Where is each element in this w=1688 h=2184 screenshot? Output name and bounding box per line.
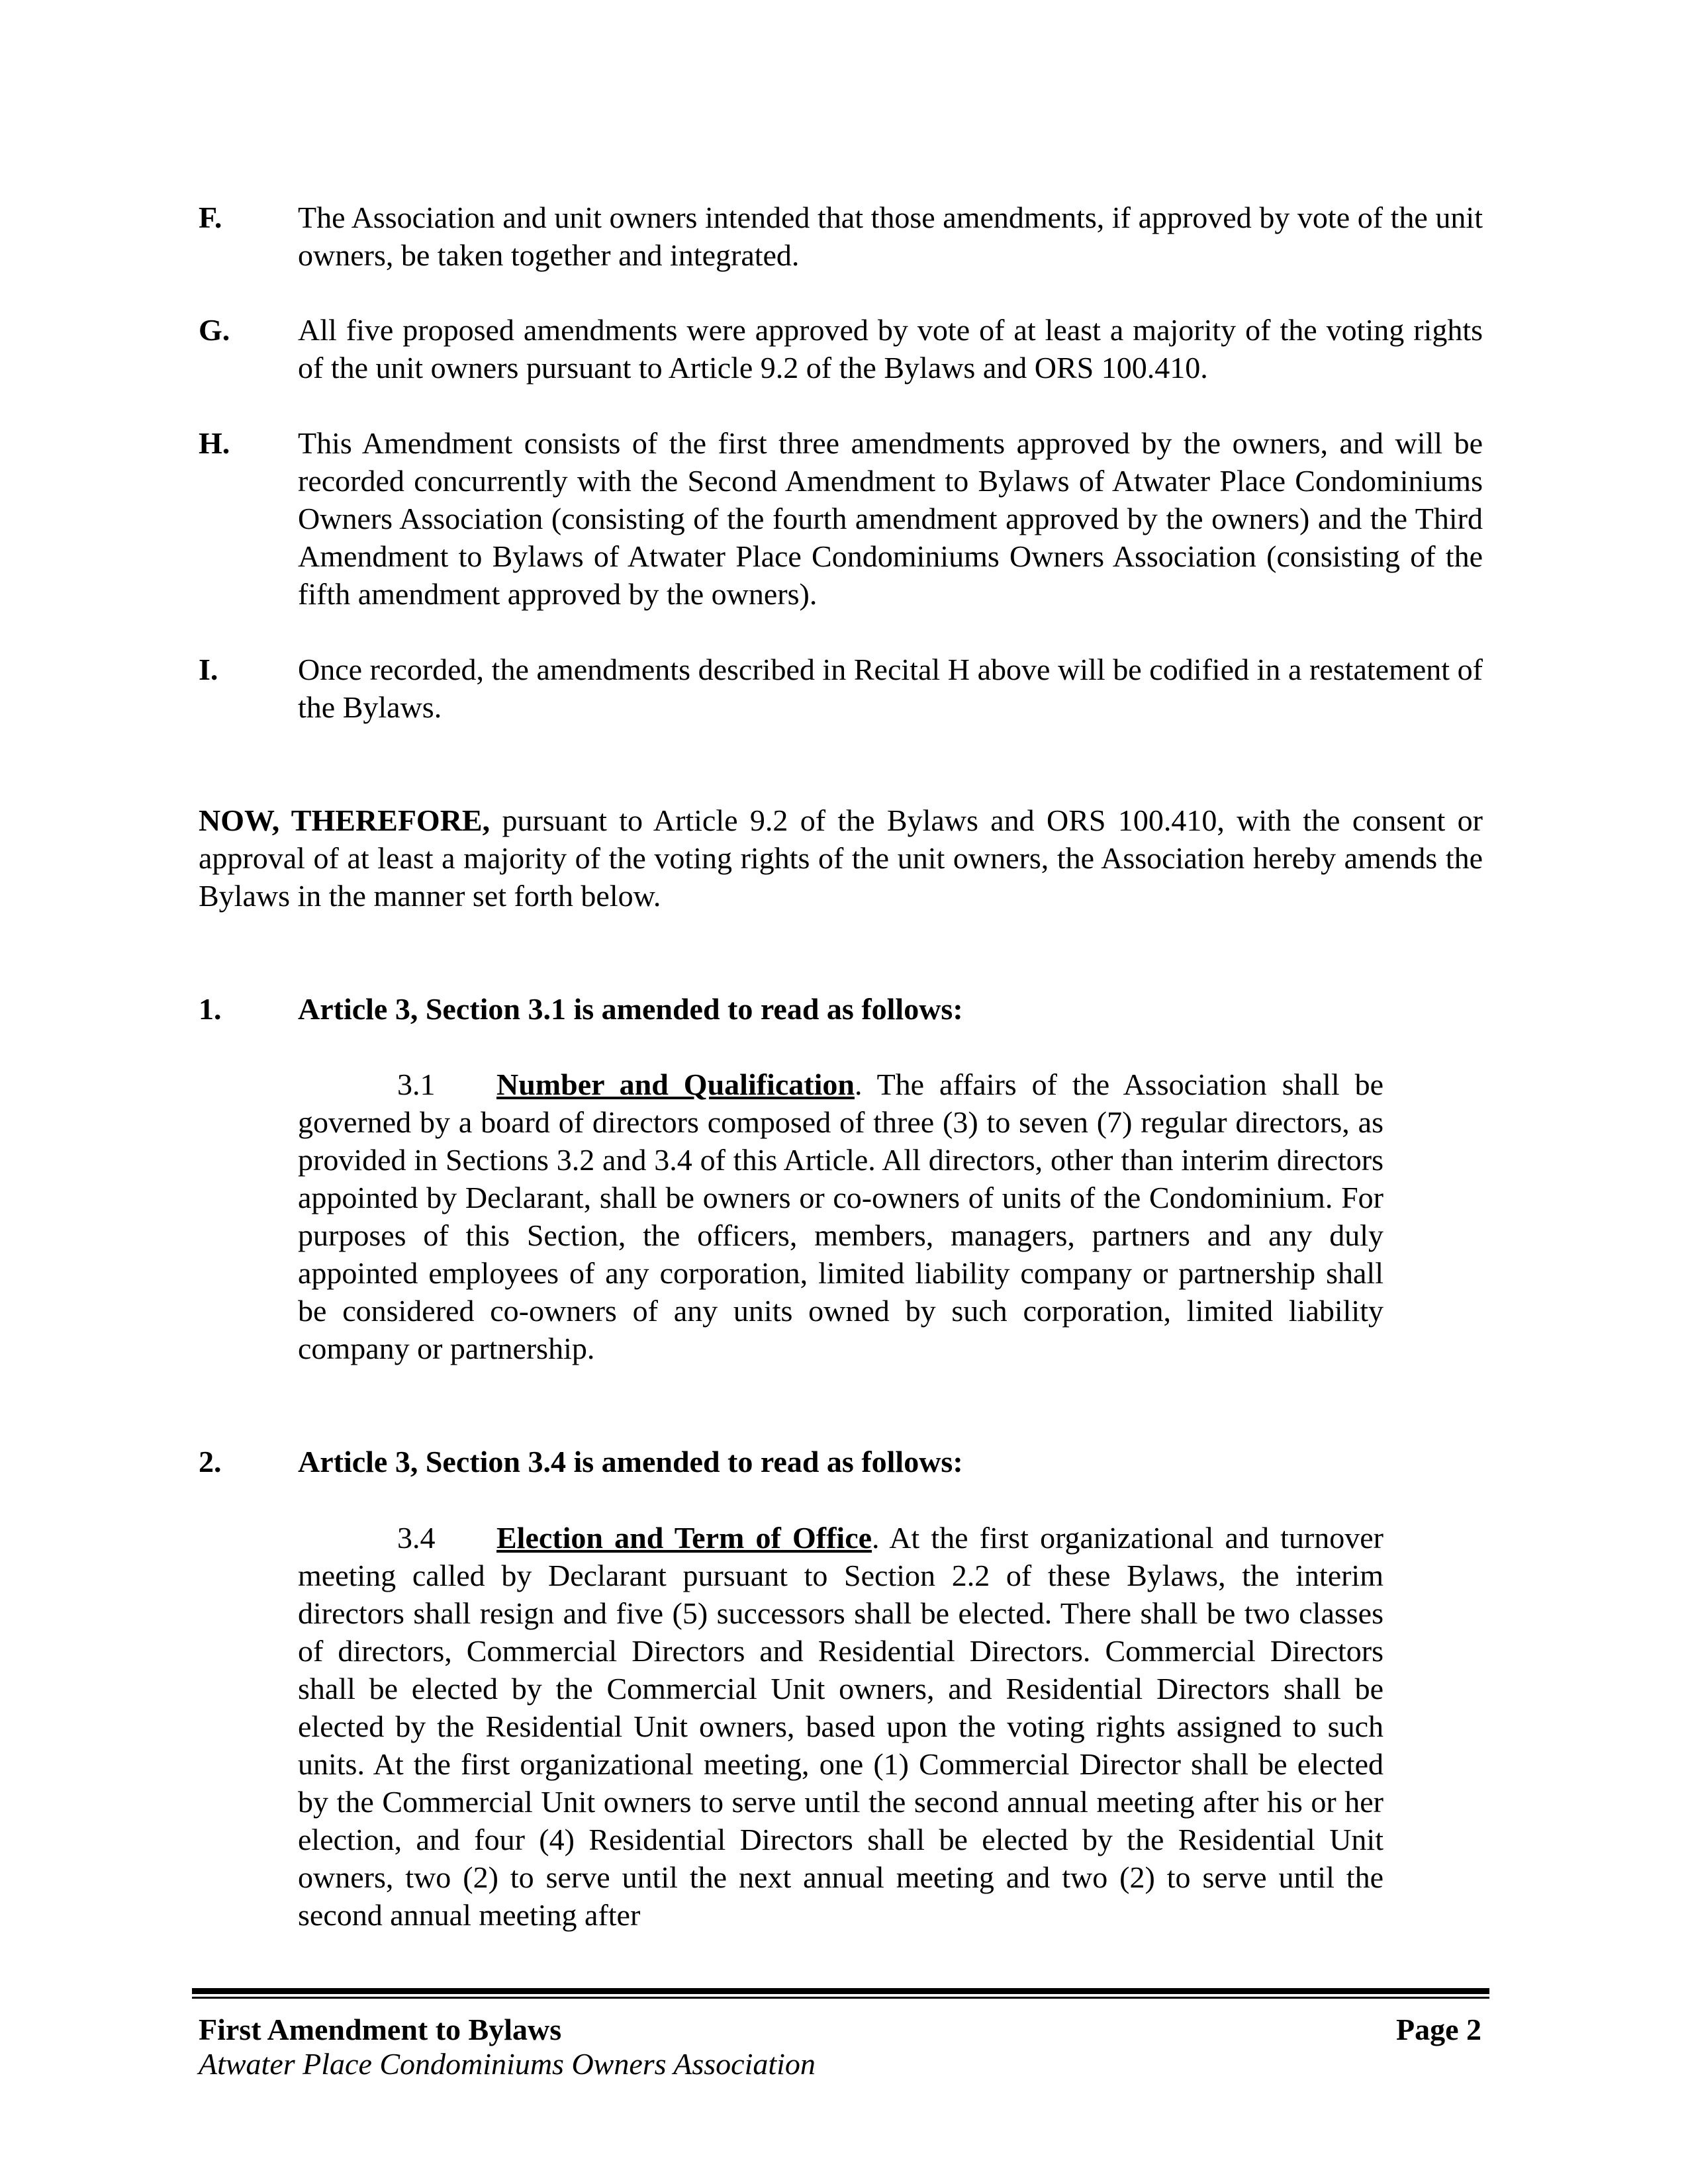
recital-text: Once recorded, the amendments described in Recital H above will be codified in a restatement of the Bylaws. — [298, 653, 1483, 724]
now-therefore-text: pursuant to Article 9.2 of the Bylaws and ORS 100.410, with the consent or approval of at least a majority of the voting rights of the unit owners, the Association hereby amends the Bylaws in the manner set forth below. — [199, 803, 1483, 913]
recital-text: The Association and unit owners intended that those amendments, if approved by vote of the unit owners, be taken together and integrated. — [298, 201, 1483, 272]
recital-label: H. — [199, 426, 230, 460]
amendment-number: 2. — [199, 1445, 222, 1479]
recital-text: This Amendment consists of the first three amendments approved by the owners, and will be recorded concurrently with the Second Amendment to Bylaws of Atwater Place Condominiums Owners Association (consisting of the fourth amendment approved by the owners) and the Third Amendment to Bylaws of Atwater Place Condominiums Owners Association (consisting of the fifth amendment approved by the owners). — [298, 426, 1483, 611]
section-body: . The affairs of the Association shall be governed by a board of directors composed of three (3) to seven (7) regular directors, as provided in Sections 3.2 and 3.4 of this Article. All directors, other than interim directors appointed by Declarant, shall be owners or co-owners of units of the Condominium. For purposes of this Section, the officers, members, managers, partners and any duly appointed employees of any corporation, limited liability company or partnership shall be considered co-owners of any units owned by such corporation, limited liability company or partnership. — [298, 1068, 1384, 1365]
amendment-1-heading — [199, 990, 1483, 1028]
section-number: 3.1 — [397, 1068, 436, 1101]
now-therefore-lead: NOW, THEREFORE, — [199, 803, 491, 837]
footer-subtitle: Atwater Place Condominiums Owners Association — [199, 2047, 816, 2081]
recital-label: I. — [199, 653, 218, 686]
section-3-4-text — [298, 1519, 1383, 1934]
recital-label: G. — [199, 313, 230, 347]
amendment-2-heading — [199, 1443, 1483, 1480]
footer-title: First Amendment to Bylaws — [199, 2013, 562, 2046]
footer-rule — [192, 1988, 1489, 1994]
page-number: Page 2 — [1395, 2013, 1481, 2046]
amendment-title: Article 3, Section 3.1 is amended to read as follows: — [298, 992, 963, 1026]
amendment-title: Article 3, Section 3.4 is amended to read as follows: — [298, 1445, 963, 1479]
recital-label: F. — [199, 201, 222, 234]
recital-f — [199, 199, 1483, 274]
recital-i — [199, 651, 1483, 726]
section-number: 3.4 — [397, 1521, 436, 1555]
recital-h — [199, 424, 1483, 613]
recital-text: All five proposed amendments were approved by vote of at least a majority of the voting rights of the unit owners pursuant to Article 9.2 of the Bylaws and ORS 100.410. — [298, 313, 1483, 385]
section-body: . At the first organizational and turnover meeting called by Declarant pursuant to Section 2.2 of these Bylaws, the interim directors shall resign and five (5) successors shall be elected. There shall be two classes of directors, Commercial Directors and Residential Directors. Commercial Directors shall be elected by the Commercial Unit owners, and Residential Directors shall be elected by the Residential Unit owners, based upon the voting rights assigned to such units. At the first organizational meeting, one (1) Commercial Director shall be elected by the Commercial Unit owners to serve until the second annual meeting after his or her election, and four (4) Residential Directors shall be elected by the Residential Unit owners, two (2) to serve until the next annual meeting and two (2) to serve until the second annual meeting after — [298, 1521, 1383, 1932]
section-3-1-text — [298, 1066, 1383, 1367]
section-heading: Election and Term of Office — [496, 1521, 872, 1555]
section-heading: Number and Qualification — [496, 1068, 855, 1101]
recital-g — [199, 311, 1483, 387]
amendment-number: 1. — [199, 992, 222, 1026]
footer-rule-thin — [192, 1997, 1489, 1999]
now-therefore-paragraph — [199, 801, 1483, 915]
